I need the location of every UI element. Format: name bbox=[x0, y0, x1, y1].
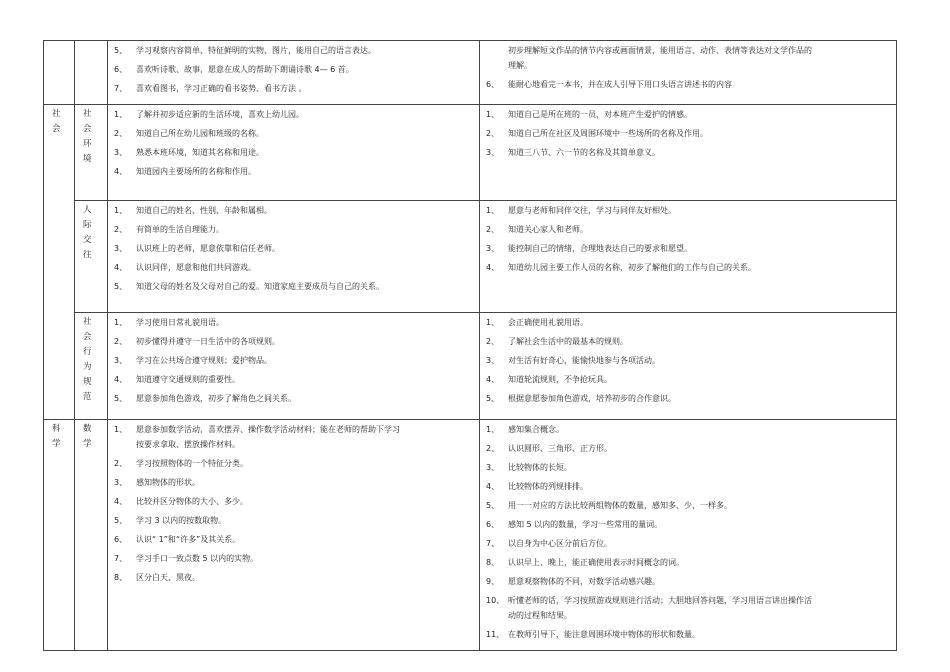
item-text: 用一一对应的方法比较两组物体的数量，感知多、少、一样多。 bbox=[508, 501, 732, 510]
item-number: 4、 bbox=[114, 375, 128, 384]
item-text: 认识班上的老师，愿意依靠和信任老师。 bbox=[136, 244, 280, 253]
item-text-wrap bbox=[508, 353, 892, 368]
item-text-wrap bbox=[508, 315, 892, 330]
item-text: 学习在公共场合遵守规则；爱护物品。 bbox=[136, 356, 272, 365]
item-number: 3、 bbox=[114, 356, 128, 365]
list-item bbox=[486, 555, 892, 570]
label-char: 社 bbox=[83, 317, 92, 327]
item-text-wrap bbox=[508, 517, 892, 532]
item-text-wrap bbox=[136, 260, 475, 275]
goal-list bbox=[108, 41, 479, 104]
item-number: 9、 bbox=[486, 577, 500, 586]
item-text: 愿意参加角色游戏，初步了解角色之间关系。 bbox=[136, 394, 296, 403]
item-text-wrap bbox=[136, 203, 475, 218]
item-text: 听懂老师的话，学习按照游戏规则进行活动；大胆地回答问题，学习用语言讲出操作活 bbox=[508, 596, 812, 605]
item-text-wrap bbox=[136, 456, 475, 471]
item-number: 4、 bbox=[486, 375, 500, 384]
list-item bbox=[486, 627, 892, 642]
item-text: 认识早上、晚上，能正确使用表示时间概念的词。 bbox=[508, 558, 684, 567]
item-number: 1、 bbox=[114, 318, 128, 327]
item-text: 根据意愿参加角色游戏，培养初步的合作意识。 bbox=[508, 394, 676, 403]
label-char: 交 bbox=[83, 235, 92, 245]
item-number: 1、 bbox=[114, 110, 128, 119]
item-text-wrap bbox=[136, 81, 475, 96]
goal-list bbox=[480, 41, 896, 100]
item-text-wrap bbox=[136, 334, 475, 349]
item-text: 知道园内主要场所的名称和作用。 bbox=[136, 167, 256, 176]
list-item bbox=[114, 513, 475, 528]
vertical-label bbox=[44, 420, 64, 452]
item-text: 比较物体的列规排排。 bbox=[508, 482, 588, 491]
list-item bbox=[114, 456, 475, 471]
item-text-wrap bbox=[508, 555, 892, 570]
vertical-label bbox=[75, 201, 95, 263]
subdomain-cell-behavior-norms bbox=[75, 313, 108, 420]
goal-list bbox=[108, 105, 479, 187]
item-number: 2、 bbox=[114, 337, 128, 346]
label-char: 科 bbox=[52, 424, 61, 434]
subdomain-cell-interpersonal bbox=[75, 201, 108, 313]
list-item bbox=[486, 479, 892, 494]
goals-left-cell bbox=[108, 105, 480, 201]
item-number: 4、 bbox=[486, 482, 500, 491]
item-number: 3、 bbox=[114, 148, 128, 157]
item-text-wrap bbox=[136, 475, 475, 490]
list-item bbox=[114, 222, 475, 237]
item-text: 知道幼儿园主要工作人员的名称，初步了解他们的工作与自己的关系。 bbox=[508, 263, 756, 272]
domain-cell-science bbox=[44, 420, 75, 651]
item-number: 3、 bbox=[486, 148, 500, 157]
list-item bbox=[114, 494, 475, 509]
item-text-wrap bbox=[508, 460, 892, 475]
table-row bbox=[44, 201, 897, 313]
table-row bbox=[44, 313, 897, 420]
list-item bbox=[114, 422, 475, 452]
item-text: 愿意观察物体的不同，对数学活动感兴趣。 bbox=[508, 577, 660, 586]
item-number: 5、 bbox=[114, 46, 128, 55]
item-text: 认识同伴，愿意和他们共同游戏。 bbox=[136, 263, 256, 272]
item-number: 4、 bbox=[486, 263, 500, 272]
item-text: 有简单的生活自理能力。 bbox=[136, 225, 224, 234]
item-number: 3、 bbox=[114, 478, 128, 487]
item-text: 认识圆形、三角形、正方形。 bbox=[508, 444, 612, 453]
item-text: 熟悉本班环境，知道其名称和用途。 bbox=[136, 148, 264, 157]
item-number: 7、 bbox=[114, 554, 128, 563]
goal-list bbox=[480, 313, 896, 414]
table-row bbox=[44, 420, 897, 651]
label-char: 规 bbox=[83, 377, 92, 387]
item-text: 学习使用日常礼貌用语。 bbox=[136, 318, 224, 327]
item-number bbox=[486, 43, 508, 73]
list-item bbox=[486, 145, 892, 160]
item-number: 10、 bbox=[486, 596, 505, 605]
list-item bbox=[114, 372, 475, 387]
item-text: 能耐心地看完一本书，并在成人引导下用口头语言讲述书的内容 bbox=[508, 80, 732, 89]
list-item bbox=[114, 81, 475, 96]
list-item bbox=[486, 574, 892, 589]
item-text-wrap bbox=[508, 574, 892, 589]
list-item bbox=[114, 203, 475, 218]
goals-left-cell bbox=[108, 313, 480, 420]
item-text-wrap bbox=[508, 536, 892, 551]
item-number: 1、 bbox=[486, 110, 500, 119]
subdomain-cell-math bbox=[75, 420, 108, 651]
item-text-wrap bbox=[136, 513, 475, 528]
list-item bbox=[486, 422, 892, 437]
item-number: 2、 bbox=[114, 225, 128, 234]
item-text-wrap bbox=[136, 279, 475, 294]
item-number: 3、 bbox=[114, 244, 128, 253]
item-number: 5、 bbox=[114, 516, 128, 525]
item-text-wrap bbox=[136, 315, 475, 330]
label-char: 境 bbox=[83, 154, 92, 164]
item-text: 学习观察内容简单、特征鲜明的实物、图片，能用自己的语言表达。 bbox=[136, 46, 376, 55]
item-text: 知道三八节、六一节的名称及其简单意义。 bbox=[508, 148, 660, 157]
item-number: 2、 bbox=[486, 444, 500, 453]
list-item bbox=[114, 241, 475, 256]
item-text-wrap bbox=[136, 372, 475, 387]
list-item bbox=[114, 334, 475, 349]
goals-left-cell bbox=[108, 420, 480, 651]
vertical-label bbox=[75, 105, 95, 167]
item-number: 1、 bbox=[486, 425, 500, 434]
item-number: 7、 bbox=[114, 84, 128, 93]
item-number: 4、 bbox=[114, 497, 128, 506]
list-item bbox=[114, 315, 475, 330]
item-text-wrap bbox=[136, 145, 475, 160]
item-text-wrap bbox=[508, 627, 892, 642]
item-number: 6、 bbox=[486, 80, 500, 89]
item-text: 知道自己是所在班的一员，对本班产生爱护的情感。 bbox=[508, 110, 692, 119]
domain-cell-social bbox=[44, 105, 75, 420]
item-text: 学习手口一致点数 5 以内的实物。 bbox=[136, 554, 259, 563]
item-text-wrap bbox=[508, 334, 892, 349]
item-text-wrap bbox=[136, 532, 475, 547]
goal-list bbox=[108, 201, 479, 302]
item-number: 2、 bbox=[114, 459, 128, 468]
goals-right-cell bbox=[480, 41, 897, 105]
item-text-wrap bbox=[508, 241, 892, 256]
label-char: 际 bbox=[83, 220, 92, 230]
item-number: 1、 bbox=[486, 206, 500, 215]
item-text: 初步懂得并遵守一日生活中的各项规则。 bbox=[136, 337, 280, 346]
item-text-wrap bbox=[136, 570, 475, 585]
list-item bbox=[486, 77, 892, 92]
list-item bbox=[486, 315, 892, 330]
label-char: 学 bbox=[83, 439, 92, 449]
item-number: 2、 bbox=[486, 129, 500, 138]
label-char: 社 bbox=[52, 109, 61, 119]
list-item bbox=[114, 391, 475, 406]
item-number: 1、 bbox=[114, 206, 128, 215]
item-number: 4、 bbox=[114, 167, 128, 176]
goals-right-cell bbox=[480, 313, 897, 420]
vertical-label bbox=[44, 105, 64, 137]
item-text-wrap bbox=[508, 422, 892, 437]
item-number: 5、 bbox=[486, 394, 500, 403]
item-text: 愿意参加数学活动，喜欢摆弄、操作数学活动材料；能在老师的帮助下学习 bbox=[136, 425, 400, 434]
item-text-wrap bbox=[136, 126, 475, 141]
item-text-wrap bbox=[136, 353, 475, 368]
item-text-wrap bbox=[508, 203, 892, 218]
list-item bbox=[114, 260, 475, 275]
list-item bbox=[114, 126, 475, 141]
list-item bbox=[114, 43, 475, 58]
list-item bbox=[114, 532, 475, 547]
item-number: 3、 bbox=[486, 244, 500, 253]
item-number: 5、 bbox=[114, 282, 128, 291]
item-number: 8、 bbox=[486, 558, 500, 567]
item-text: 能控制自己的情绪，合理地表达自己的要求和愿望。 bbox=[508, 244, 692, 253]
item-text-wrap bbox=[136, 494, 475, 509]
list-item bbox=[114, 551, 475, 566]
goals-right-cell bbox=[480, 201, 897, 313]
item-number: 1、 bbox=[114, 425, 128, 434]
item-text: 知道轮流规则，不争抢玩具。 bbox=[508, 375, 612, 384]
goal-list bbox=[480, 420, 896, 650]
list-item bbox=[114, 279, 475, 294]
item-text-wrap bbox=[508, 260, 892, 275]
item-number: 4、 bbox=[114, 263, 128, 272]
list-item bbox=[486, 107, 892, 122]
item-text: 会正确使用礼貌用语。 bbox=[508, 318, 588, 327]
item-text: 初步理解短文作品的情节内容或画面情景，能用语言、动作、表情等表达对文学作品的 bbox=[508, 46, 812, 55]
item-text-wrap bbox=[136, 422, 475, 452]
item-text-wrap bbox=[508, 107, 892, 122]
item-number: 5、 bbox=[114, 394, 128, 403]
list-item bbox=[486, 517, 892, 532]
list-item bbox=[486, 260, 892, 275]
curriculum-table bbox=[43, 40, 897, 651]
table-row bbox=[44, 41, 897, 105]
list-item bbox=[486, 593, 892, 623]
item-text-wrap bbox=[136, 164, 475, 179]
item-text-wrap bbox=[508, 77, 892, 92]
list-item bbox=[486, 126, 892, 141]
goal-list bbox=[108, 313, 479, 414]
goal-list bbox=[108, 420, 479, 593]
list-item bbox=[114, 570, 475, 585]
list-item bbox=[114, 62, 475, 77]
item-text-wrap bbox=[136, 241, 475, 256]
item-text: 学习按照物体的一个特征分类。 bbox=[136, 459, 248, 468]
list-item bbox=[486, 498, 892, 513]
item-text: 比较物体的长短。 bbox=[508, 463, 572, 472]
goals-right-cell bbox=[480, 105, 897, 201]
domain-cell bbox=[44, 41, 75, 105]
list-item bbox=[486, 536, 892, 551]
goals-left-cell bbox=[108, 41, 480, 105]
item-number: 2、 bbox=[486, 225, 500, 234]
item-text-wrap bbox=[136, 62, 475, 77]
item-text: 愿意与老师和同伴交往，学习与同伴友好相处。 bbox=[508, 206, 676, 215]
item-text: 知道自己所在幼儿园和班级的名称。 bbox=[136, 129, 264, 138]
label-char: 会 bbox=[83, 332, 92, 342]
vertical-label bbox=[75, 420, 95, 452]
item-text: 知道遵守交通规则的重要性。 bbox=[136, 375, 240, 384]
item-text-continued: 按要求拿取、摆放操作材料。 bbox=[136, 440, 240, 449]
item-text-wrap bbox=[508, 43, 892, 73]
item-number: 3、 bbox=[486, 356, 500, 365]
item-number: 6、 bbox=[486, 520, 500, 529]
list-item bbox=[486, 241, 892, 256]
item-number: 5、 bbox=[486, 501, 500, 510]
goals-right-cell bbox=[480, 420, 897, 651]
item-text-wrap bbox=[508, 126, 892, 141]
item-text: 在教师引导下，能注意周围环境中物体的形状和数量。 bbox=[508, 630, 700, 639]
list-item bbox=[114, 107, 475, 122]
item-text: 喜欢听诗歌、故事，愿意在成人的帮助下朗诵诗歌 4— 6 首。 bbox=[136, 65, 354, 74]
list-item bbox=[486, 222, 892, 237]
item-number: 1、 bbox=[486, 318, 500, 327]
table-row bbox=[44, 105, 897, 201]
list-item bbox=[486, 203, 892, 218]
item-text-wrap bbox=[136, 43, 475, 58]
item-text: 学习 3 以内的按数取物。 bbox=[136, 516, 227, 525]
item-text-wrap bbox=[136, 222, 475, 237]
item-text-wrap bbox=[508, 391, 892, 406]
item-number: 3、 bbox=[486, 463, 500, 472]
item-text: 了解社会生活中的最基本的规则。 bbox=[508, 337, 628, 346]
item-text-wrap bbox=[508, 593, 892, 623]
item-text: 区分白天、黑夜。 bbox=[136, 573, 200, 582]
subdomain-cell bbox=[75, 41, 108, 105]
item-text: 知道父母的姓名及父母对自己的爱。知道家庭主要成员与自己的关系。 bbox=[136, 282, 384, 291]
item-text: 知道关心家人和老师。 bbox=[508, 225, 588, 234]
item-number: 2、 bbox=[114, 129, 128, 138]
item-text: 比较并区分物体的大小、多少。 bbox=[136, 497, 248, 506]
item-text-wrap bbox=[136, 107, 475, 122]
goals-left-cell bbox=[108, 201, 480, 313]
list-item bbox=[114, 353, 475, 368]
item-number: 2、 bbox=[486, 337, 500, 346]
item-number: 11、 bbox=[486, 630, 505, 639]
item-text-wrap bbox=[508, 222, 892, 237]
item-text-wrap bbox=[508, 372, 892, 387]
label-char: 为 bbox=[83, 362, 92, 372]
item-number: 7、 bbox=[486, 539, 500, 548]
item-text: 知道自己的姓名、性别、年龄和属相。 bbox=[136, 206, 272, 215]
goal-list bbox=[480, 105, 896, 168]
item-text-wrap bbox=[508, 498, 892, 513]
item-text: 了解并初步适应新的生活环境，喜欢上幼儿园。 bbox=[136, 110, 304, 119]
item-text: 知道自己所在社区及周围环境中一些场所的名称及作用。 bbox=[508, 129, 708, 138]
item-text-wrap bbox=[508, 441, 892, 456]
item-text: 喜欢看图书，学习正确的看书姿势、看书方法 。 bbox=[136, 84, 307, 93]
label-char: 会 bbox=[83, 124, 92, 134]
item-text-continued: 动的过程和结果。 bbox=[508, 611, 572, 620]
list-item bbox=[486, 334, 892, 349]
list-item bbox=[486, 460, 892, 475]
item-number: 8、 bbox=[114, 573, 128, 582]
item-text: 感知 5 以内的数量，学习一些常用的量词。 bbox=[508, 520, 663, 529]
list-item bbox=[486, 441, 892, 456]
label-char: 行 bbox=[83, 347, 92, 357]
item-text-wrap bbox=[136, 551, 475, 566]
list-item bbox=[114, 145, 475, 160]
item-text-continued: 理解。 bbox=[508, 61, 532, 70]
item-text-wrap bbox=[136, 391, 475, 406]
label-char: 数 bbox=[83, 424, 92, 434]
goal-list bbox=[480, 201, 896, 283]
list-item bbox=[114, 475, 475, 490]
label-char: 社 bbox=[83, 109, 92, 119]
item-text-wrap bbox=[508, 145, 892, 160]
item-number: 6、 bbox=[114, 535, 128, 544]
list-item bbox=[486, 391, 892, 406]
vertical-label bbox=[75, 313, 95, 405]
list-item bbox=[114, 164, 475, 179]
subdomain-cell-social-environment bbox=[75, 105, 108, 201]
item-text: 感知物体的形状。 bbox=[136, 478, 200, 487]
item-number: 6、 bbox=[114, 65, 128, 74]
item-text: 认识“ 1”和“许多”及其关系。 bbox=[136, 535, 241, 544]
label-char: 人 bbox=[83, 205, 92, 215]
label-char: 学 bbox=[52, 439, 61, 449]
list-item bbox=[486, 43, 892, 73]
label-char: 会 bbox=[52, 124, 61, 134]
list-item bbox=[486, 372, 892, 387]
document-page bbox=[43, 40, 894, 651]
label-char: 范 bbox=[83, 392, 92, 402]
item-text: 感知集合概念。 bbox=[508, 425, 564, 434]
label-char: 环 bbox=[83, 139, 92, 149]
list-item bbox=[486, 353, 892, 368]
item-text-wrap bbox=[508, 479, 892, 494]
item-text: 以自身为中心区分前后方位。 bbox=[508, 539, 612, 548]
label-char: 往 bbox=[83, 250, 92, 260]
item-text: 对生活有好奇心，能愉快地参与各项活动。 bbox=[508, 356, 660, 365]
